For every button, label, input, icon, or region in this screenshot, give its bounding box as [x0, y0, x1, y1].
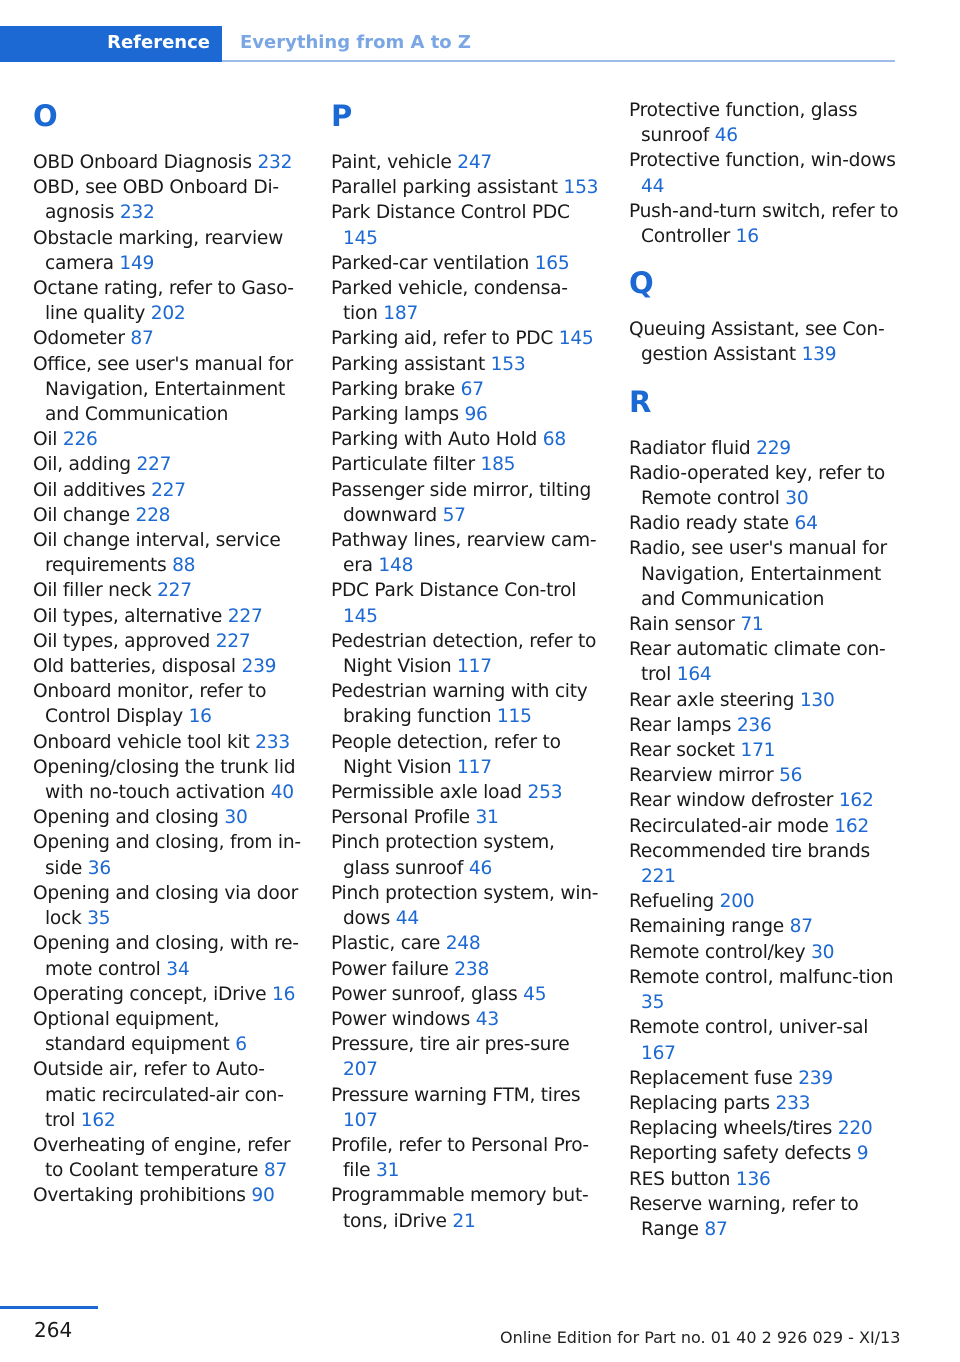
index-entry	[33, 1057, 303, 1133]
index-section	[629, 265, 904, 367]
index-entry	[629, 199, 904, 249]
entry-text: Rearview mirror	[629, 765, 774, 787]
entry-text: Protective function, glass sunroof	[629, 100, 858, 147]
index-entry	[331, 1007, 601, 1032]
index-entry	[33, 1007, 303, 1057]
page-link[interactable]: 43	[475, 1008, 499, 1030]
index-entry	[33, 427, 303, 452]
page-link[interactable]: 232	[257, 152, 293, 173]
entry-text: People detection, refer to Night Vision	[331, 731, 561, 778]
header-tab-label: Reference	[107, 32, 210, 53]
entry-text: Power windows	[331, 1008, 471, 1030]
index-entry	[331, 452, 601, 477]
index-entry	[629, 1192, 904, 1242]
index-column-1	[33, 98, 303, 1209]
page-link[interactable]: 202	[150, 303, 186, 325]
page-link[interactable]: 139	[801, 344, 837, 366]
index-entry	[33, 1133, 303, 1183]
entry-text: Pedestrian detection, refer to Night Vision	[331, 630, 597, 678]
entry-text: Pressure, tire air pres‐sure	[331, 1034, 570, 1056]
entry-text: Remote control, univer‐sal	[629, 1017, 869, 1039]
page-link[interactable]: 239	[798, 1067, 833, 1089]
page-link[interactable]: 107	[343, 1109, 378, 1131]
index-entry	[33, 982, 303, 1007]
index-entry	[33, 528, 303, 578]
index-entry	[331, 730, 601, 780]
index-entry	[331, 931, 601, 956]
entry-text: Radio, see user's manual for Navigation, Entertainment and Communication	[629, 538, 887, 610]
entry-text: Reserve warning, refer to Range	[629, 1193, 859, 1240]
entry-text: Parking brake	[331, 378, 455, 400]
entry-text: Radio ready state	[629, 513, 789, 535]
index-entry	[629, 688, 904, 713]
entry-text: Radiator fluid	[629, 437, 751, 459]
header-section-title: Everything from A to Z	[240, 32, 471, 53]
entry-text: Remaining range	[629, 916, 784, 938]
page-link[interactable]: 200	[719, 891, 755, 913]
index-entry	[33, 352, 303, 428]
page-link[interactable]: 67	[460, 378, 484, 400]
page-link[interactable]: 117	[457, 656, 492, 678]
index-entry	[33, 578, 303, 603]
entry-text: Power sunroof, glass	[331, 983, 518, 1005]
entry-text: Odometer	[33, 328, 125, 350]
index-entry	[629, 1141, 904, 1166]
index-entry	[629, 1116, 904, 1141]
index-entry	[331, 1083, 601, 1133]
entry-text: Parallel parking assistant	[331, 177, 558, 199]
entry-text: Operating concept, iDrive	[33, 983, 267, 1005]
entry-text: Rear lamps	[629, 714, 732, 736]
entry-text: Onboard vehicle tool kit	[33, 731, 250, 753]
page-link[interactable]: 162	[834, 815, 869, 837]
index-section	[629, 384, 904, 1243]
index-entry	[33, 931, 303, 981]
index-entry	[629, 436, 904, 461]
index-entry	[629, 788, 904, 813]
entry-text: Particulate filter	[331, 454, 475, 476]
index-entry	[331, 377, 601, 402]
page-link[interactable]: 153	[490, 353, 526, 375]
page-link[interactable]: 171	[740, 740, 776, 762]
index-entry	[33, 478, 303, 503]
entry-text: Oil, adding	[33, 454, 131, 476]
entry-text: Pinch protection system, win‐dows	[331, 882, 599, 930]
page-link[interactable]: 185	[480, 454, 516, 476]
index-entry	[33, 503, 303, 528]
page-link[interactable]: 16	[272, 983, 296, 1005]
index-entry	[33, 604, 303, 629]
entry-text: Opening and closing via door lock	[33, 882, 299, 930]
page-link[interactable]: 207	[343, 1059, 378, 1081]
page-link[interactable]: 162	[838, 790, 874, 812]
page-link[interactable]: 45	[523, 983, 547, 1005]
entry-text: Oil types, alternative	[33, 605, 223, 627]
page-link[interactable]: 35	[87, 908, 111, 930]
entry-text: Reporting safety defects	[629, 1143, 852, 1165]
page-link[interactable]: 88	[172, 555, 196, 577]
entry-text: Programmable memory but‐tons, iDrive	[331, 1185, 589, 1232]
entry-text: Opening and closing	[33, 807, 219, 829]
entry-text: Rear window defroster	[629, 790, 834, 812]
entry-text: Profile, refer to Personal Pro‐file	[331, 1134, 589, 1182]
index-entry	[331, 1032, 601, 1082]
page-link[interactable]: 87	[789, 916, 813, 938]
index-entry	[629, 965, 904, 1015]
page-link[interactable]: 46	[468, 857, 493, 879]
entry-text: Pressure warning FTM, tires	[331, 1084, 581, 1106]
entry-text: Obstacle marking, rearview camera	[33, 227, 284, 274]
entry-text: Outside air, refer to Auto‐matic recirculated-air con‐trol	[33, 1059, 284, 1131]
entry-text: Rear automatic climate con‐trol	[629, 639, 886, 686]
index-entry	[629, 511, 904, 536]
index-entry	[629, 763, 904, 788]
page-link[interactable]: 96	[464, 404, 488, 426]
index-entry	[33, 881, 303, 931]
page-link[interactable]: 227	[157, 580, 192, 602]
page-link[interactable]: 46	[714, 125, 738, 147]
page-link[interactable]: 9	[856, 1143, 869, 1165]
page-link[interactable]: 253	[527, 782, 563, 804]
page-link[interactable]: 227	[151, 479, 186, 501]
page-link[interactable]: 117	[457, 756, 492, 778]
index-entry	[331, 402, 601, 427]
entry-text: Replacing parts	[629, 1092, 770, 1114]
entry-text: Pathway lines, rearview cam‐era	[331, 530, 597, 577]
page-link[interactable]: 31	[475, 807, 499, 829]
index-entry	[629, 839, 904, 889]
index-column-2	[331, 98, 601, 1234]
page-link[interactable]: 228	[135, 504, 171, 526]
page-link[interactable]: 130	[799, 689, 835, 711]
index-entry	[331, 679, 601, 729]
page-link[interactable]: 165	[534, 252, 570, 274]
index-entry	[629, 148, 904, 198]
page-link[interactable]: 227	[136, 454, 172, 476]
entry-text: Oil types, approved	[33, 630, 211, 652]
page-link[interactable]: 16	[188, 706, 212, 728]
page-link[interactable]: 221	[641, 866, 676, 888]
entry-text: Remote control/key	[629, 941, 806, 963]
index-section	[629, 98, 904, 249]
index-entry	[629, 889, 904, 914]
entry-text: Rain sensor	[629, 614, 735, 636]
page-link[interactable]: 162	[80, 1109, 116, 1131]
index-entry	[33, 452, 303, 477]
page-link[interactable]: 87	[263, 1160, 288, 1182]
index-entry	[629, 98, 904, 148]
index-entry	[33, 730, 303, 755]
index-entry	[331, 528, 601, 578]
entry-text: Oil additives	[33, 479, 146, 501]
entry-text: Power failure	[331, 958, 449, 980]
entry-text: Rear axle steering	[629, 689, 795, 711]
page-link[interactable]: 57	[442, 504, 466, 526]
index-entry	[33, 654, 303, 679]
index-entry	[331, 200, 601, 250]
entry-text: PDC Park Distance Con‐trol	[331, 580, 577, 602]
page-link[interactable]: 187	[383, 303, 419, 325]
page-link[interactable]: 34	[166, 958, 190, 980]
page-link[interactable]: 30	[811, 941, 835, 963]
index-entry	[331, 478, 601, 528]
entry-text: Radio-operated key, refer to Remote control	[629, 462, 885, 510]
index-entry	[629, 612, 904, 637]
page-link[interactable]: 115	[496, 706, 532, 728]
page-link[interactable]: 148	[378, 555, 414, 577]
entry-text: Push-and-turn switch, refer to Controller	[629, 200, 899, 248]
entry-text: Plastic, care	[331, 933, 441, 955]
entry-text: Replacement fuse	[629, 1067, 793, 1089]
index-entry	[33, 830, 303, 880]
entry-text: Rear socket	[629, 740, 735, 762]
page-link[interactable]: 233	[255, 731, 290, 753]
page-link[interactable]: 68	[542, 429, 566, 451]
index-entry	[33, 150, 303, 175]
page-link[interactable]: 30	[224, 807, 248, 829]
entry-text: Recirculated-air mode	[629, 815, 829, 837]
page-link[interactable]: 248	[445, 933, 481, 955]
index-entry	[629, 814, 904, 839]
page-link[interactable]: 164	[676, 664, 712, 686]
page-link[interactable]: 247	[457, 152, 492, 173]
entry-text: Parking with Auto Hold	[331, 429, 538, 451]
entry-text: RES button	[629, 1168, 731, 1190]
index-entry	[331, 150, 601, 175]
index-entry	[331, 805, 601, 830]
entry-text: Refueling	[629, 891, 714, 913]
page-link[interactable]: 21	[452, 1210, 476, 1232]
section-letter: R	[629, 384, 652, 419]
entry-text: Permissible axle load	[331, 782, 522, 804]
section-letter: O	[33, 99, 58, 133]
index-entry	[33, 326, 303, 351]
page-link[interactable]: 167	[641, 1042, 676, 1064]
page-link[interactable]: 232	[119, 202, 155, 224]
entry-text: Parking assistant	[331, 353, 485, 375]
index-entry	[331, 780, 601, 805]
index-entry	[33, 805, 303, 830]
page-link[interactable]: 238	[454, 958, 490, 980]
index-entry	[33, 755, 303, 805]
entry-text: Opening and closing, with re‐mote control	[33, 933, 299, 980]
entry-text: Opening and closing, from in‐side	[33, 832, 301, 879]
page-link[interactable]: 220	[837, 1118, 873, 1140]
page-link[interactable]: 227	[215, 630, 251, 652]
entry-text: Oil change interval, service requirements	[33, 530, 281, 577]
index-entry	[629, 461, 904, 511]
index-entry	[629, 914, 904, 939]
index-entry	[629, 1091, 904, 1116]
entry-text: Pinch protection system, glass sunroof	[331, 832, 555, 879]
header-bar	[0, 26, 895, 62]
index-entry	[629, 317, 904, 367]
page-link[interactable]: 31	[376, 1160, 400, 1182]
page-link[interactable]: 35	[641, 992, 665, 1014]
entry-text: Oil filler neck	[33, 580, 152, 602]
index-entry	[629, 536, 904, 612]
entry-text: Recommended tire brands	[629, 840, 870, 862]
page-link[interactable]: 145	[343, 605, 378, 627]
index-entry	[331, 881, 601, 931]
page-link[interactable]: 136	[735, 1168, 771, 1190]
index-entry	[331, 251, 601, 276]
index-entry	[629, 637, 904, 687]
section-letter: Q	[629, 266, 654, 301]
page-link[interactable]: 36	[87, 857, 111, 879]
page-link[interactable]: 236	[736, 714, 772, 736]
page-link[interactable]: 87	[704, 1218, 728, 1240]
entry-text: Protective function, win‐dows	[629, 150, 896, 172]
page-link[interactable]: 233	[775, 1092, 811, 1114]
entry-text: Parked vehicle, condensa‐tion	[331, 278, 568, 325]
index-entry	[33, 629, 303, 654]
entry-text: Onboard monitor, refer to Control Display	[33, 681, 267, 728]
index-entry	[331, 830, 601, 880]
page-link[interactable]: 239	[241, 656, 277, 678]
page-link[interactable]: 226	[62, 429, 98, 451]
index-entry	[331, 1183, 601, 1233]
index-entry	[331, 326, 601, 351]
index-entry	[629, 1015, 904, 1065]
section-letter: P	[331, 99, 353, 133]
entry-text: Park Distance Control PDC	[331, 202, 570, 224]
index-entry	[331, 175, 601, 200]
index-entry	[33, 226, 303, 276]
page-link[interactable]: 71	[740, 614, 764, 636]
page-link[interactable]: 44	[641, 175, 665, 197]
page-link[interactable]: 153	[563, 177, 599, 199]
page-link[interactable]: 30	[785, 488, 809, 510]
page-link[interactable]: 6	[235, 1034, 247, 1056]
index-entry	[629, 738, 904, 763]
index-entry	[33, 1183, 303, 1208]
index-entry	[629, 713, 904, 738]
page-link[interactable]: 145	[343, 227, 378, 249]
page-link[interactable]: 90	[251, 1185, 275, 1207]
entry-text: Passenger side mirror, tilting downward	[331, 479, 592, 526]
entry-text: Octane rating, refer to Gaso‐line quality	[33, 278, 294, 325]
entry-text: Remote control, malfunc‐tion	[629, 966, 894, 988]
index-entry	[629, 1167, 904, 1192]
page-link[interactable]: 16	[735, 226, 759, 248]
page-number: 264	[34, 1318, 73, 1342]
page-link[interactable]: 40	[270, 782, 294, 804]
page-link[interactable]: 227	[227, 605, 263, 627]
index-entry	[33, 276, 303, 326]
footer-divider	[0, 1306, 98, 1309]
index-entry	[331, 427, 601, 452]
entry-text: Parking aid, refer to PDC	[331, 328, 554, 350]
entry-text: Parking lamps	[331, 404, 459, 426]
index-entry	[331, 276, 601, 326]
page-link[interactable]: 229	[756, 437, 791, 459]
index-entry	[629, 1066, 904, 1091]
index-entry	[331, 629, 601, 679]
edition-note: Online Edition for Part no. 01 40 2 926 029 - XI/13	[500, 1328, 901, 1347]
index-entry	[331, 1133, 601, 1183]
index-section	[331, 98, 601, 1234]
entry-text: Opening/closing the trunk lid with no-touch activation	[33, 756, 296, 804]
entry-text: Queuing Assistant, see Con‐gestion Assistant	[629, 319, 885, 366]
page-link[interactable]: 56	[779, 765, 803, 787]
index-entry	[33, 679, 303, 729]
index-entry	[331, 352, 601, 377]
entry-text: Personal Profile	[331, 807, 470, 829]
index-entry	[629, 940, 904, 965]
entry-text: OBD, see OBD Onboard Di‐agnosis	[33, 177, 279, 224]
entry-text: OBD Onboard Diagnosis	[33, 152, 252, 173]
entry-text: Overtaking prohibitions	[33, 1185, 246, 1207]
index-entry	[331, 578, 601, 628]
header-divider	[222, 60, 895, 62]
page-link[interactable]: 145	[558, 328, 594, 350]
index-entry	[331, 957, 601, 982]
page-link[interactable]: 44	[395, 908, 419, 930]
page-link[interactable]: 87	[130, 328, 154, 350]
index-section	[33, 98, 303, 1209]
entry-text: Paint, vehicle	[331, 152, 452, 173]
entry-text: Optional equipment, standard equipment	[33, 1008, 230, 1056]
index-entry	[331, 982, 601, 1007]
entry-text: Oil	[33, 429, 58, 451]
entry-text: Oil change	[33, 504, 130, 526]
header-tab[interactable]	[0, 26, 222, 62]
page-link[interactable]: 149	[119, 252, 155, 274]
entry-text: Overheating of engine, refer to Coolant temperature	[33, 1134, 291, 1182]
entry-text: Office, see user's manual for Navigation, Entertainment and Communication	[33, 353, 293, 426]
page-link[interactable]: 64	[794, 513, 818, 535]
entry-text: Parked-car ventilation	[331, 252, 530, 274]
entry-text: Old batteries, disposal	[33, 656, 236, 678]
entry-text: Pedestrian warning with city braking function	[331, 681, 588, 728]
entry-text: Replacing wheels/tires	[629, 1118, 833, 1140]
index-entry	[33, 175, 303, 225]
index-column-3	[629, 98, 904, 1242]
